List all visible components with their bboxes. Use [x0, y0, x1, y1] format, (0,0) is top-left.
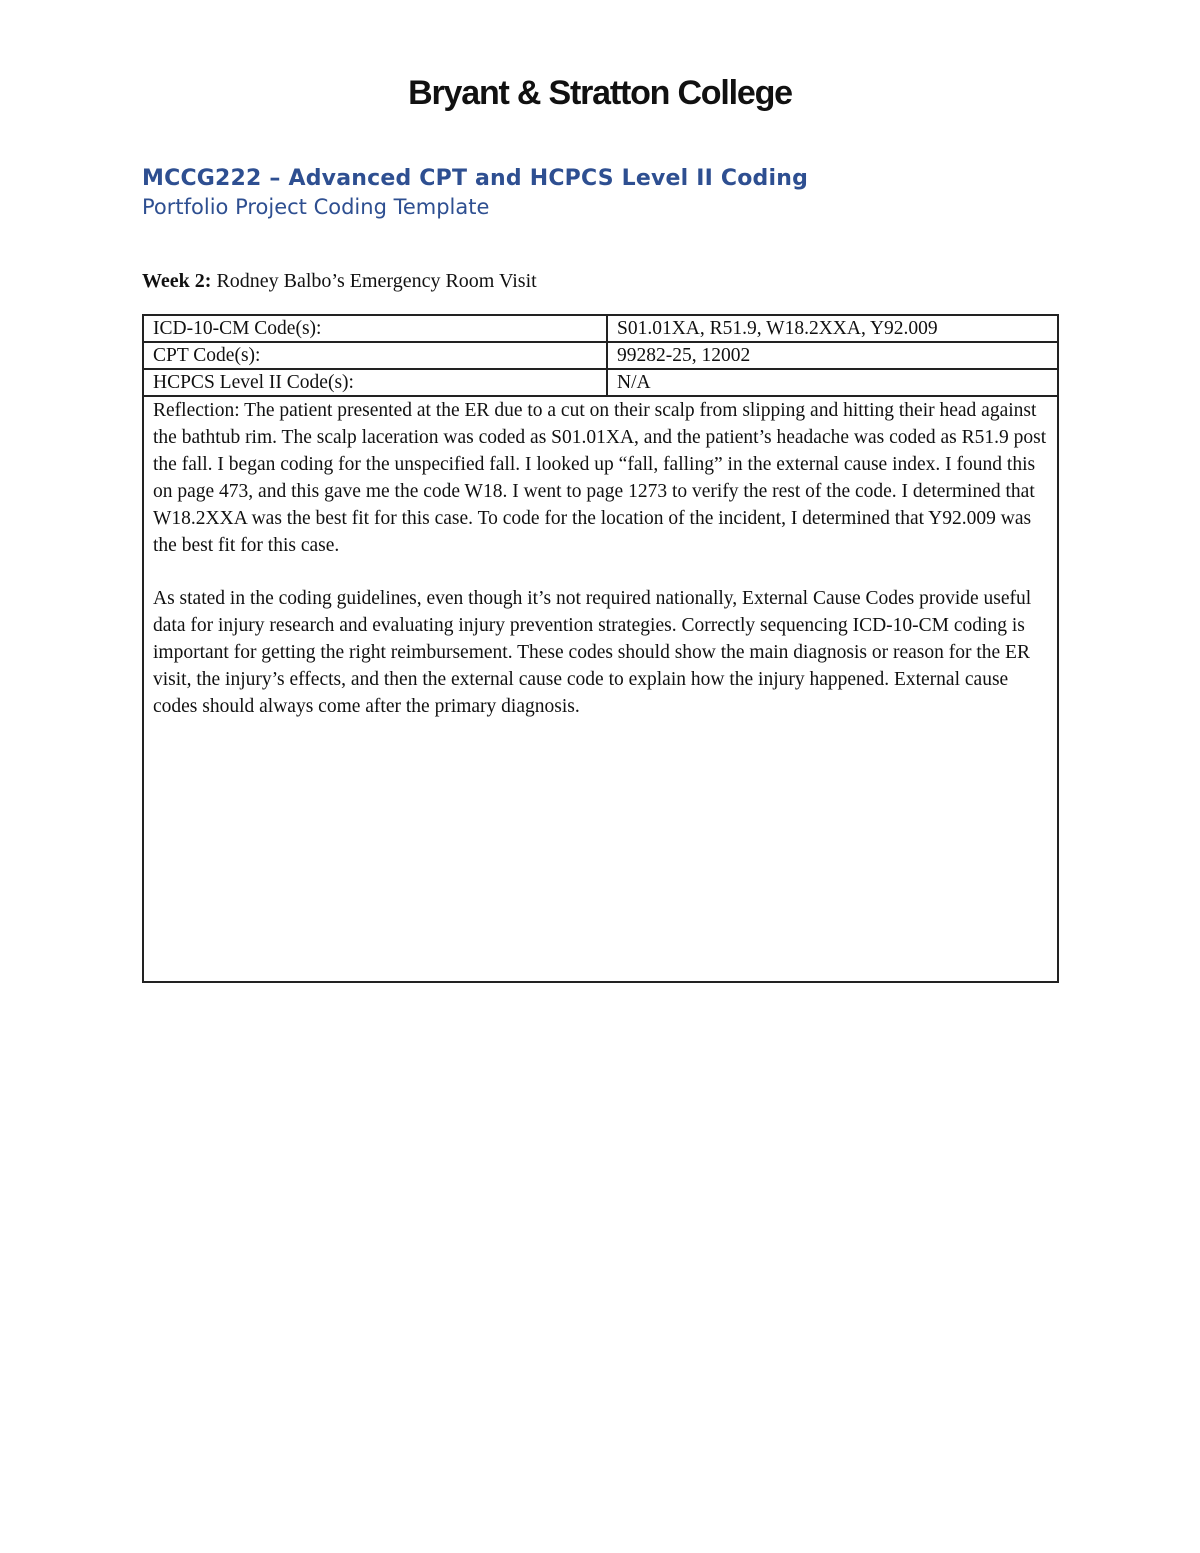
icd10-value: S01.01XA, R51.9, W18.2XXA, Y92.009 — [607, 315, 1058, 342]
week-heading — [142, 270, 537, 293]
coding-table — [142, 314, 1059, 983]
college-logo: Bryant & Stratton College — [408, 74, 792, 112]
hcpcs-value: N/A — [607, 369, 1058, 396]
cpt-value: 99282-25, 12002 — [607, 342, 1058, 369]
cpt-label: CPT Code(s): — [143, 342, 607, 369]
course-title: MCCG222 – Advanced CPT and HCPCS Level II Coding — [142, 166, 809, 191]
template-subtitle: Portfolio Project Coding Template — [142, 195, 490, 219]
table-row — [143, 396, 1058, 982]
table-row — [143, 369, 1058, 396]
table-row — [143, 315, 1058, 342]
reflection-paragraph: Reflection: The patient presented at the ER due to a cut on their scalp from slipping and hitting their head against the bathtub rim. The scalp laceration was coded as S01.01XA, and the patient’s headache was coded as R51.9 post the fall. I began coding for the unspecified fall. I looked up “fall, falling” in the external cause index. I found this on page 473, and this gave me the code W18. I went to page 1273 to verify the rest of the code. I determined that W18.2XXA was the best fit for this case. To code for the location of the incident, I determined that Y92.009 was the best fit for this case. — [153, 400, 1047, 556]
hcpcs-label: HCPCS Level II Code(s): — [143, 369, 607, 396]
week-title: Rodney Balbo’s Emergency Room Visit — [216, 270, 537, 292]
icd10-label: ICD-10-CM Code(s): — [143, 315, 607, 342]
reflection-paragraph: As stated in the coding guidelines, even though it’s not required nationally, External Cause Codes provide useful data for injury research and evaluating injury prevention strategies. Correctly sequencing ICD-10-CM coding is important for getting the right reimbursement. These codes should show the main diagnosis or reason for the ER visit, the injury’s effects, and then the external cause code to explain how the injury happened. External cause codes should always come after the primary diagnosis. — [153, 588, 1032, 717]
reflection-cell — [143, 396, 1058, 982]
week-label: Week 2: — [142, 270, 212, 292]
table-row — [143, 342, 1058, 369]
